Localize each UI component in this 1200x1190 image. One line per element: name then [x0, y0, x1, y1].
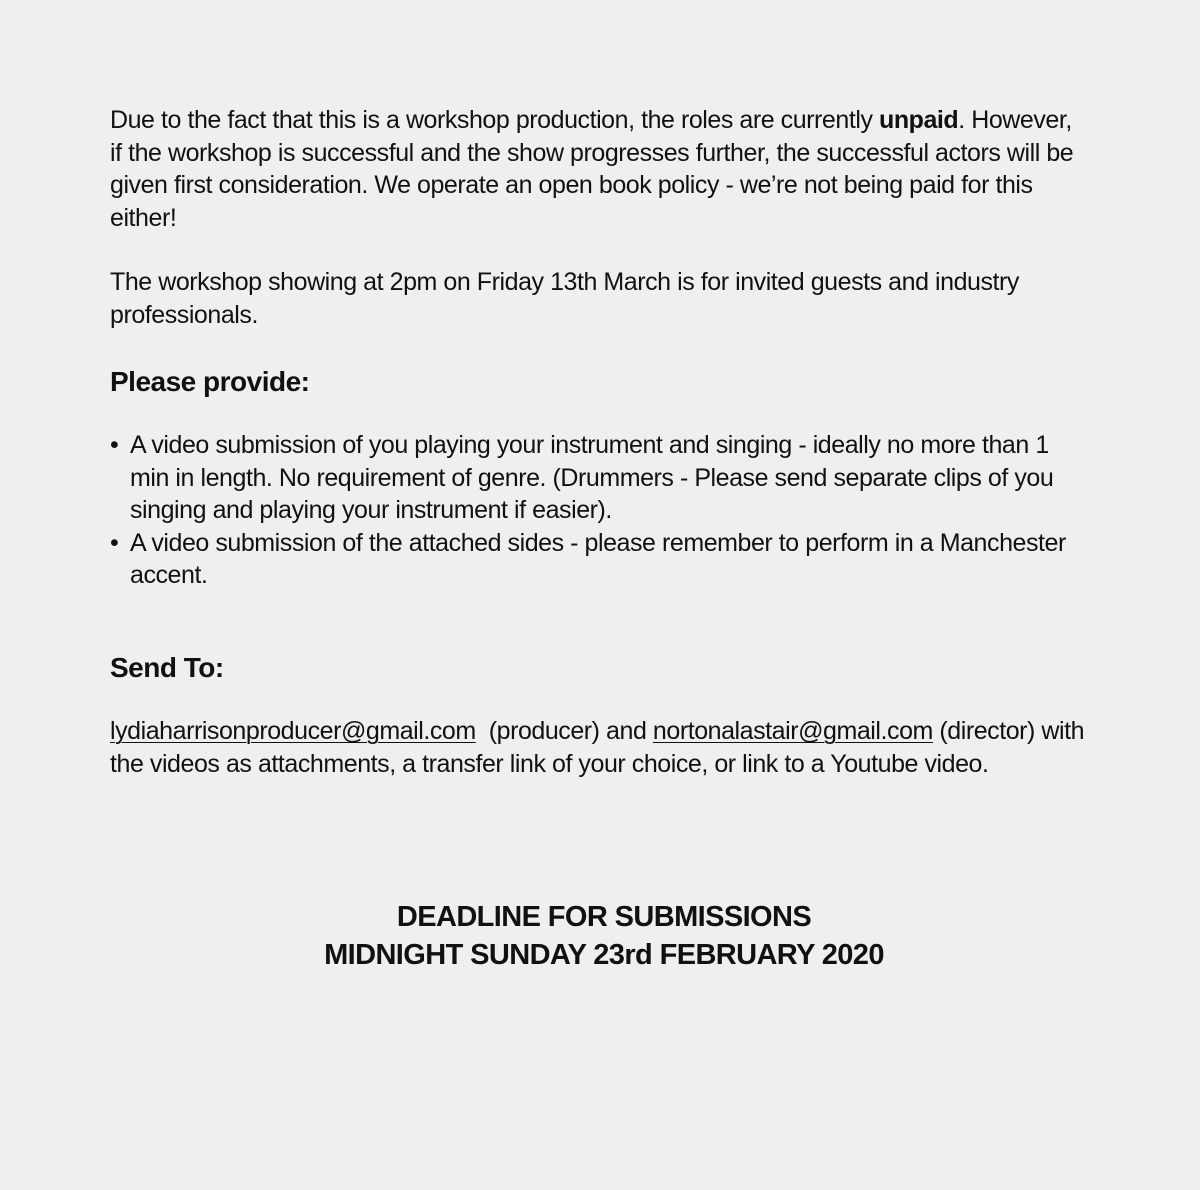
send-to-tail-text: (director) with the videos as attachments, a transfer link of your choice, or link to a Youtube video.	[110, 717, 1085, 778]
deadline-line-1: DEADLINE FOR SUBMISSIONS	[396, 901, 812, 933]
intro-bold-word: unpaid	[879, 106, 959, 134]
provide-list	[110, 429, 1085, 592]
deadline-block	[0, 898, 1200, 974]
list-item	[110, 429, 1085, 527]
intro-text-end: . However, if the workshop is successful and the show progresses further, the successful actors will be given first consideration. We operate an open book policy - we’re not being paid for this either!	[110, 106, 1074, 232]
send-to-heading: Send To:	[110, 652, 224, 683]
send-to-paragraph	[110, 715, 1085, 780]
bullet-icon: •	[110, 431, 119, 459]
provide-heading: Please provide:	[110, 366, 310, 397]
bullet-icon: •	[110, 528, 119, 557]
list-item-text: A video submission of you playing your instrument and singing - ideally no more than 1 min in length. No requirement of genre. (Drummers - Please send separate clips of you singing and playing your instrument if easier).	[130, 431, 1054, 524]
list-item	[110, 527, 1085, 592]
intro-paragraph	[110, 104, 1085, 234]
deadline-line-2: MIDNIGHT SUNDAY 23rd FEBRUARY 2020	[324, 939, 884, 971]
intro-text-start: Due to the fact that this is a workshop production, the roles are currently	[110, 106, 879, 134]
showing-paragraph: The workshop showing at 2pm on Friday 13th March is for invited guests and industry professionals.	[110, 268, 1019, 329]
document-content	[110, 104, 1085, 778]
director-email-link[interactable]: nortonalastair@gmail.com	[652, 717, 933, 745]
producer-role-text: (producer) and	[475, 717, 653, 745]
list-item-text: A video submission of the attached sides - please remember to perform in a Manchester accent.	[130, 528, 1066, 589]
producer-email-link[interactable]: lydiaharrisonproducer@gmail.com	[110, 717, 476, 745]
